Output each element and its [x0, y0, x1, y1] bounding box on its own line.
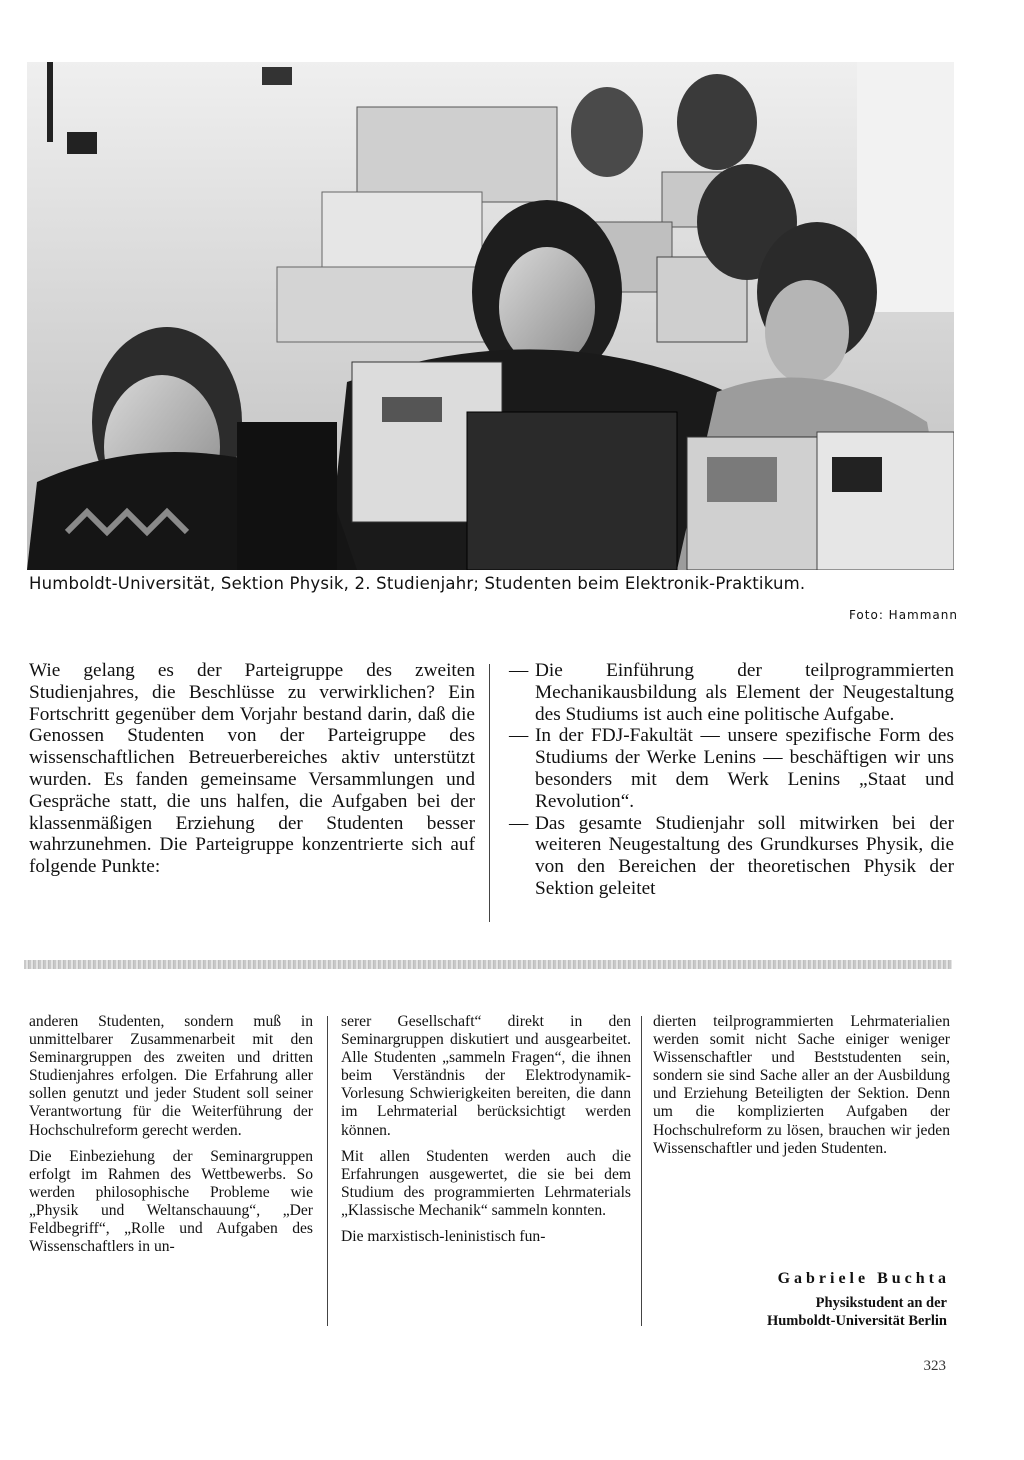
upper-left-column	[29, 660, 475, 878]
list-item	[509, 813, 954, 900]
photo-credit: Foto: Hammann	[848, 608, 958, 622]
paragraph: anderen Studenten, sondern muß in unmittelbarer Zusammenarbeit mit den Seminargruppen des zweiten und dritten Studienjahres erfolgen. Die Erfahrung aller sollen genutzt und jeder Student soll seiner Verantwortung für die Weiterführung der Hochschulreform gerecht werden.	[29, 1013, 313, 1139]
photo-illustration	[27, 62, 954, 570]
author-name: Gabriele Buchta	[777, 1270, 950, 1287]
paragraph: Die marxistisch-leninistisch fun-	[341, 1228, 546, 1246]
photo-caption: Humboldt-Universität, Sektion Physik, 2. Studienjahr; Studenten beim Elektronik-Praktikum.	[29, 574, 806, 593]
paragraph: Mit allen Studenten werden auch die Erfahrungen ausgewertet, die sie bei dem Studium des programmierten Lehrmaterials „Klassische Mechanik“ sammeln konnten.	[341, 1147, 631, 1219]
section-separator-band	[24, 960, 952, 969]
column-divider	[327, 1016, 328, 1326]
lower-column-3	[653, 1013, 950, 1158]
paragraph: dierten teilprogrammierten Lehrmaterialien werden somit nicht Sache einiger weniger Wissenschaftler und Beststudenten sein, sondern sie sind Sache aller an der Ausbildung und Erziehung Beteiligten der Sektion. Denn um die komplizierten Aufgaben der Hochschulreform zu lösen, brauchen wir jeden Wissenschaftler und jeden Studenten.	[653, 1013, 950, 1157]
lower-column-1	[29, 1013, 313, 1256]
column-divider	[489, 664, 490, 922]
list-item	[509, 725, 954, 812]
page-number: 323	[923, 1358, 946, 1374]
upper-left-paragraph: Wie gelang es der Parteigruppe des zweiten Studienjahres, die Beschlüsse zu verwirklichen? Ein Fortschritt gegenüber dem Vorjahr bestand darin, daß die Genossen Studenten von der Parteigruppe des wissenschaftlichen Betreuerbereiches aktiv unterstützt wurden. Es fanden gemeinsame Versammlungen und Gespräche statt, die uns halfen, die Aufgaben bei der klassenmäßigen Erziehung der Studenten besser wahrzunehmen. Die Parteigruppe konzentrierte sich auf folgende Punkte:	[29, 660, 475, 878]
affiliation-line: Humboldt-Universität Berlin	[766, 1313, 947, 1330]
lab-photograph	[27, 62, 954, 570]
list-item-text: In der FDJ-Fakultät — unsere spezifische Form des Studiums der Werke Lenins — beschäftigen wir uns besonders mit dem Werk Lenins „Staat und Revolution“.	[535, 725, 954, 812]
column-divider	[641, 1016, 642, 1326]
dash-marker: —	[509, 660, 529, 681]
list-item-text: Das gesamte Studienjahr soll mitwirken bei der weiteren Neugestaltung des Grundkurses Physik, die von den Bereichen der theoretischen Physik der Sektion geleitet	[535, 812, 954, 899]
dash-marker: —	[509, 725, 529, 747]
upper-right-column	[509, 660, 954, 900]
paragraph: Die Einbeziehung der Seminargruppen erfolgt im Rahmen des Wettbewerbs. So werden philosophische Probleme wie „Physik und Weltanschauung“, „Der Feldbegriff“, „Rolle und Aufgaben des Wissenschaftlers in un-	[29, 1147, 313, 1256]
lower-column-2	[341, 1013, 631, 1246]
paragraph: serer Gesellschaft“ direkt in den Seminargruppen diskutiert und ausgearbeitet. Alle Studenten „sammeln Fragen“, die ihnen beim Verständnis der Elektrodynamik-Vorlesung Schwierigkeiten bereiten, die dann im Lehrmaterial berücksichtigt werden können.	[341, 1013, 631, 1139]
author-affiliation	[767, 1294, 947, 1331]
list-item	[509, 660, 954, 725]
affiliation-line: Physikstudent an der	[815, 1295, 947, 1311]
dash-marker: —	[509, 812, 529, 834]
list-item-text: Die Einführung der teilprogrammierten Mechanikausbildung als Element der Neugestaltung des Studiums ist auch eine politische Aufgabe.	[535, 660, 954, 725]
